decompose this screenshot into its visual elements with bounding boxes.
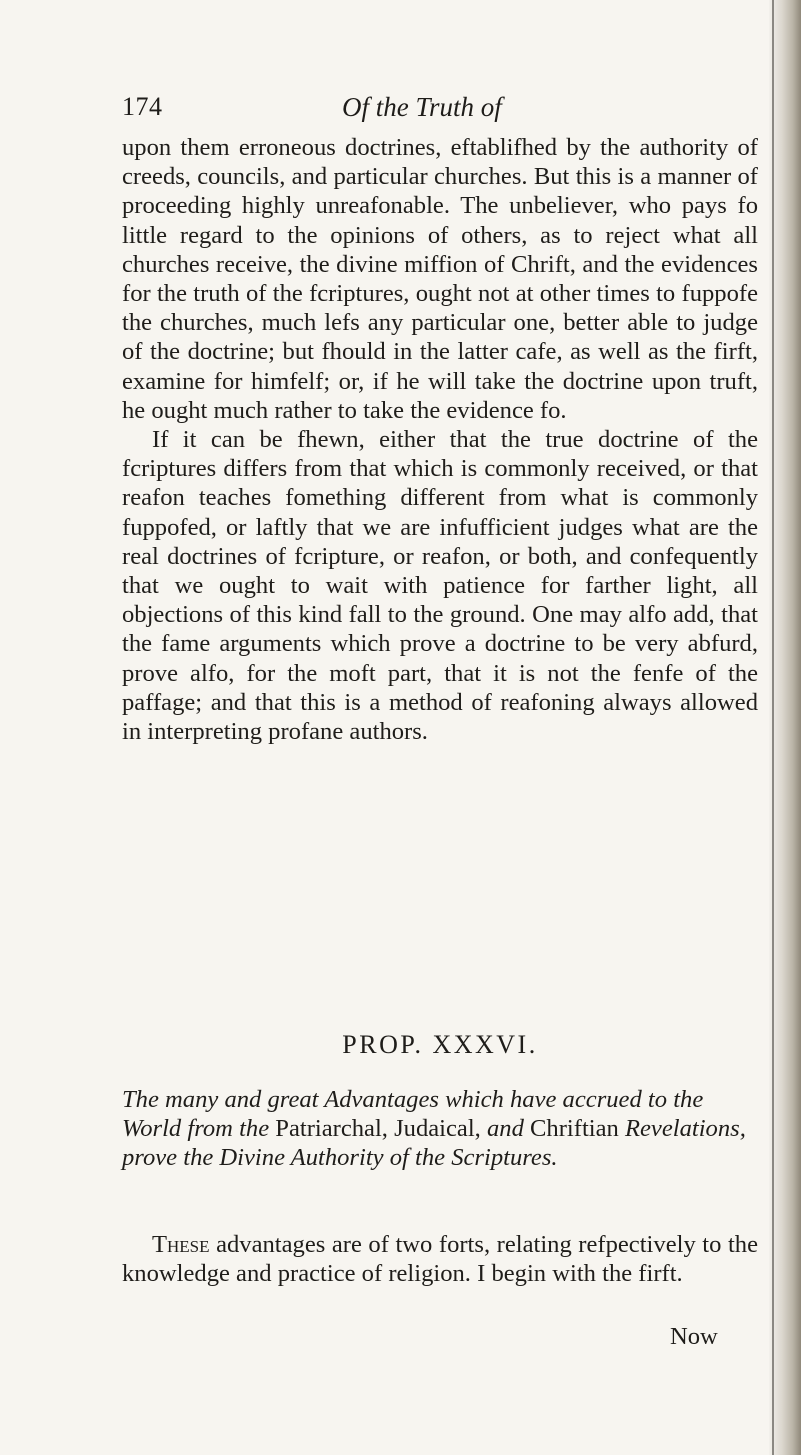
proposition-statement (122, 1085, 758, 1173)
page-header (122, 92, 762, 124)
closing-text: advantages are of two forts, relating refpectively to the knowledge and practice of religion. I begin with the firft. (122, 1231, 758, 1288)
proposition-statement-upright: Patriarchal, Judaical, (275, 1115, 487, 1143)
body-text (122, 133, 758, 746)
proposition-statement-part1: The many and great Advantages which have accrued to the World from the (122, 1086, 704, 1143)
page-number: 174 (122, 92, 163, 121)
proposition-heading: PROP. XXXVI. (342, 1030, 538, 1059)
proposition-statement-and: and (486, 1115, 531, 1143)
closing-lead-word: These (152, 1231, 210, 1258)
running-head: Of the Truth of (342, 92, 502, 122)
paragraph-2: If it can be fhewn, either that the true doctrine of the fcriptures differs from that which is commonly received, or that reafon teaches fomething different from what is commonly fuppofed, or laftly that we are infufficient judges what are the real doctrines of fcripture, or reafon, or both, and confequently that we ought to wait with patience for farther light, all objections of this kind fall to the ground. One may alfo add, that the fame arguments which prove a doctrine to be very abfurd, prove alfo, for the moft part, that it is not the fenfe of the paffage; and that this is a method of reafoning always allowed in interpreting profane authors. (122, 426, 758, 746)
paragraph-1: upon them erroneous doctrines, eftablifhed by the authority of creeds, councils, and particular churches. But this is a manner of proceeding highly unreafonable. The unbeliever, who pays fo little regard to the opinions of others, as to reject what all churches receive, the divine miffion of Chrift, and the evidences for the truth of the fcriptures, ought not at other times to fuppofe the churches, much lefs any particular one, better able to judge of the doctrine; but fhould in the latter cafe, as well as the firft, examine for himfelf; or, if he will take the doctrine upon truft, he ought much rather to take the evidence fo. (122, 134, 758, 424)
closing-paragraph (122, 1230, 758, 1288)
proposition-statement-christian: Chriftian (530, 1115, 625, 1143)
proposition-statement-part2: Revelations, prove the Divine Authority of the Scriptures. (122, 1115, 746, 1172)
page-edge-line (772, 0, 774, 1455)
catchword: Now (670, 1323, 718, 1350)
